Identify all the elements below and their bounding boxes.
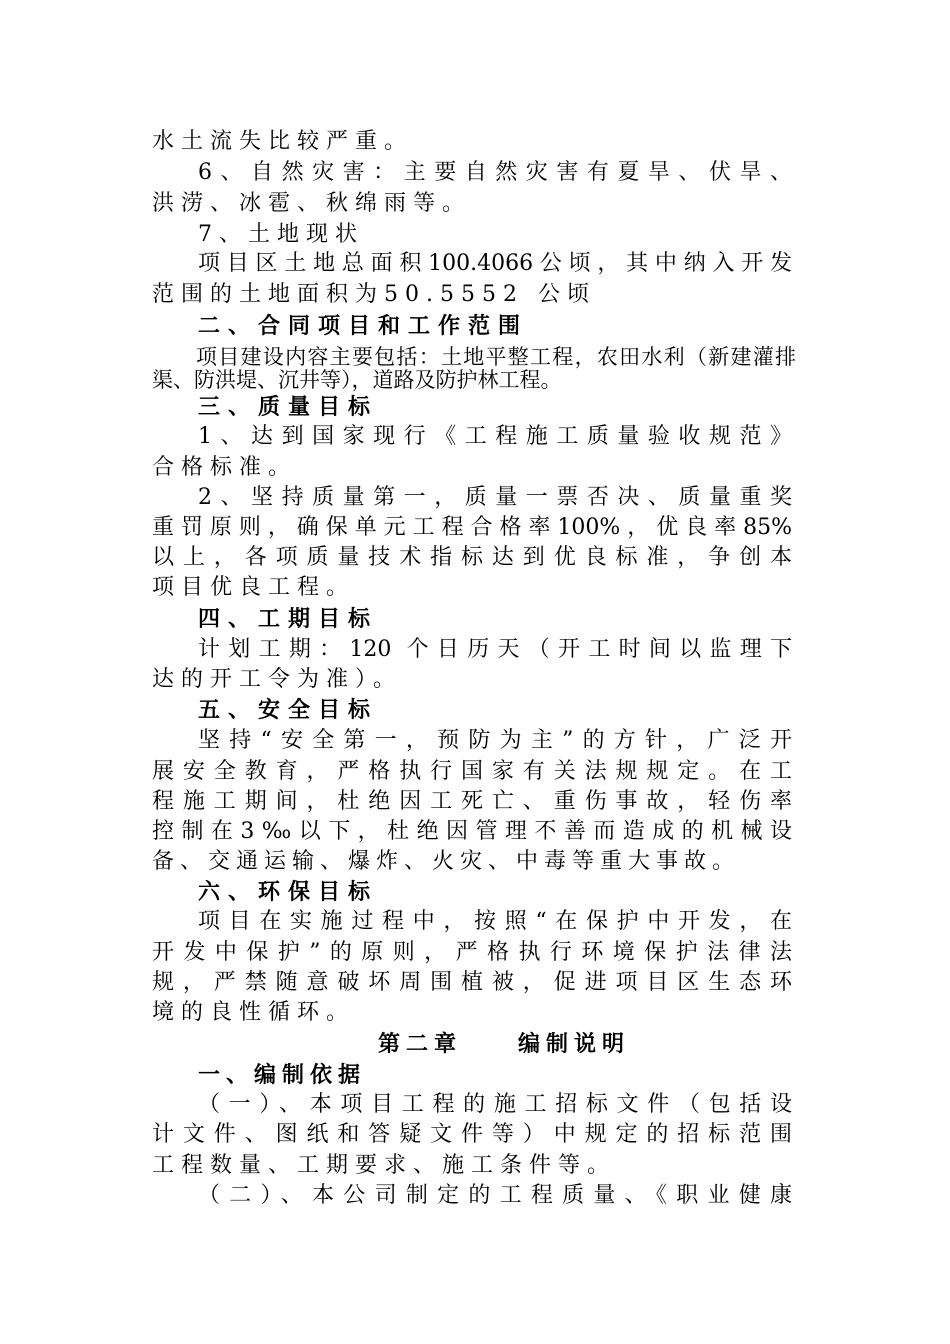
paragraph-line: 水土流失比较严重。 [152,129,414,154]
paragraph-line: 工程数量、工期要求、施工条件等。 [152,1153,617,1178]
paragraph-line: 渠、防洪堤、沉井等），道路及防护林工程。 [152,368,562,392]
paragraph-line: 开发中保护”的原则，严格执行环境保护法律法 [152,940,792,965]
paragraph-line: 范围的土地面积为50.5552 公顷 [152,282,596,307]
paragraph-line: 展安全教育，严格执行国家有关法规规定。在工 [152,759,792,784]
paragraph-line: 项目在实施过程中，按照“在保护中开发，在 [198,909,792,934]
paragraph-line: 重罚原则，确保单元工程合格率100%，优良率85% [152,515,792,540]
paragraph-line: 备、交通运输、爆炸、火灾、中毒等重大事故。 [152,849,741,874]
paragraph-line: 合格标准。 [152,455,298,480]
paragraph-line: 6、自然灾害：主要自然灾害有夏旱、伏旱、 [198,160,792,185]
paragraph-line: 计划工期：120 个日历天（开工时间以监理下 [198,637,792,662]
section-heading: 二、合同项目和工作范围 [198,313,529,339]
paragraph-line: 项目优良工程。 [152,575,356,600]
paragraph-line: 达的开工令为准）。 [152,667,403,692]
paragraph-line: 坚持“安全第一，预防为主”的方针，广泛开 [198,728,792,753]
paragraph-line: 洪涝、冰雹、秋绵雨等。 [152,191,472,216]
paragraph-line: 计文件、图纸和答疑文件等）中规定的招标范围 [152,1122,792,1147]
paragraph-line: （二）、本公司制定的工程质量、《职业健康 [198,1183,792,1208]
paragraph-line: 控制在3‰以下，杜绝因管理不善而造成的机械设 [152,819,792,844]
paragraph-line: 项目建设内容主要包括：土地平整工程，农田水利（新建灌排 [196,345,796,369]
paragraph-line: （一）、本项目工程的施工招标文件（包括设 [198,1092,792,1117]
section-heading: 四、工期目标 [198,606,379,632]
paragraph-line: 1、达到国家现行《工程施工质量验收规范》 [198,424,792,449]
section-heading: 六、环保目标 [198,879,379,905]
paragraph-line: 规，严禁随意破坏周围植被，促进项目区生态环 [152,970,792,995]
section-heading: 一、编制依据 [198,1062,367,1088]
paragraph-line: 项目区土地总面积100.4066公顷，其中纳入开发 [198,251,792,276]
section-heading: 五、安全目标 [198,697,379,723]
section-heading: 三、质量目标 [198,394,379,420]
paragraph-line: 2、坚持质量第一，质量一票否决、质量重奖 [198,485,792,510]
chapter-heading: 第二章 编制说明 [378,1031,631,1057]
paragraph-line: 以上，各项质量技术指标达到优良标准，争创本 [152,545,792,570]
paragraph-line: 境的良性循环。 [152,1000,356,1025]
paragraph-line: 程施工期间，杜绝因工死亡、重伤事故，轻伤率 [152,789,792,814]
section-item-heading: 7、土地现状 [198,222,364,247]
